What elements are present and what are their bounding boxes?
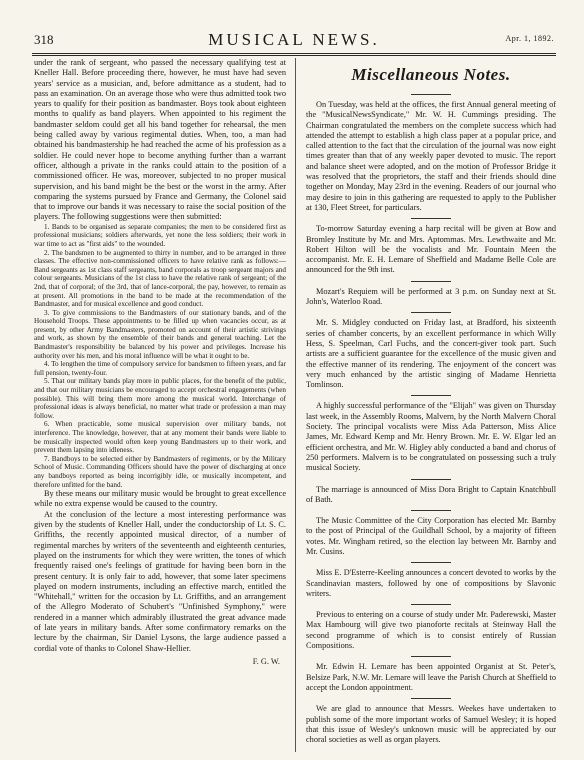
note-wesley: We are glad to announce that Messrs. Weekes have undertaken to publish some of the more important works of Samuel Wesley; it is hoped that this issue of Wesley's unknown music will be appreciated by our choral societies as well as organ players. <box>306 704 556 745</box>
header-rule <box>32 53 556 54</box>
right-column <box>306 58 556 745</box>
note-separator <box>411 698 451 699</box>
suggestion-4: 4. To lengthen the time of compulsory service for bandsmen to fifteen years, and far full pension, twenty-four. <box>34 360 286 377</box>
page-number: 318 <box>34 32 54 47</box>
note-separator <box>411 218 451 219</box>
note-separator <box>411 479 451 480</box>
column-divider <box>295 58 296 752</box>
issue-date: Apr. 1, 1892. <box>505 34 554 43</box>
suggestion-6: 6. When practicable, some musical supervision over military bands, not interference. The knowledge, however, that at any moment their bands were liable to be musically inspected would often keep young Bandmasters up to their work, and prevent them lapsing into idleness. <box>34 420 286 455</box>
header-rule-thin <box>32 55 556 56</box>
note-hambourg: Previous to entering on a course of study under Mr. Paderewski, Master Max Hambourg will give two pianoforte recitals at Steinway Hall the second programme of which is to consist entirely of Russian Compositions. <box>306 610 556 651</box>
note-lemare: Mr. Edwin H. Lemare has been appointed Organist at St. Peter's, Belsize Park, N.W. Mr. Lemare will leave the Parish Church at Sheffield to accept the London appointment. <box>306 662 556 692</box>
suggestion-5: 5. That our military bands play more in public places, for the benefit of the public, and that our military musicians be encouraged to accept orchestral engagements (when possible). This will bring them more among the musical world. Interchange of professional ideas is always beneficial, no matter what trade or profession a man may follow. <box>34 377 286 420</box>
note-separator <box>411 604 451 605</box>
author-signature: F. G. W. <box>252 656 280 666</box>
note-annual-meeting: On Tuesday, was held at the offices, the first Annual general meeting of the "MusicalNewsSyndicate," Mr. W. H. Cummings presiding. The Chairman congratulated the members on the complete success which had attended the attempt to establish a high class paper at a popular price, and called attention to the fact that the circulation of the journal was now eight times greater than that of any weekly paper devoted to music. The report and balance sheet were adopted, and on the motion of Professor Bridge it was resolved that the proprietors, the staff and their friends should dine together on Monday, May 23rd in the evening. Readers of our journal who may desire to join in this gathering are requested to apply to the Publisher at 130, Fleet Street, for particulars. <box>306 100 556 212</box>
left-column <box>34 58 286 667</box>
note-separator <box>411 395 451 396</box>
note-guildhall: The Music Committee of the City Corporation has elected Mr. Barnby to the post of Principal of the Guildhall School, by a majority of fifteen votes. Mr. Wingham retired, so the election lay between Mr. Barnby and Mr. Cusins. <box>306 516 556 556</box>
suggestion-2: 2. The bandsmen to be augmented to thirty in number, and to be arranged in three classes. The effective non-commissioned officers to have relative rank as follows:—Band sergeants as 1st class staff sergeants, band corporals as troop sergeant majors and colour sergeants. Musicians of the 1st class to have the relative rank of sergeant; of the 2nd, that of corporal; of the 3rd, that of lance-corporal, the pay, however, to remain as at present. All promotions in the band to be made at the recommendation of the Bandmaster, and for musical excellence and good conduct. <box>34 248 286 309</box>
lecture-text: under the rank of sergeant, who passed the necessary qualifying test at Kneller Hall. Before proceeding there, however, he must have had seven years' service as a musician, and, before admittance as a student, had to pass an examination. On an average those who were thus admitted took two years to qualify for their position as bandmaster. Boys took about eighteen months to qualify as band players. When appointed to his regiment the bandmaster seldom could get all his band together for rehearsal, the men being called away by various regimental duties. When, too, a man had obtained his bandmastership he had reached the acme of his profession as a soldier. He could never hope to become anything further than a warrant officer, although a private in the ranks could attain to the position of a commissioned officer. He was, moreover, subjected to no proper musical supervision, and his band might be the best or the worst in the army. After comparing the systems pursued by France and Germany, the Colonel said that to improve our bands it was necessary to raise the social position of the players. The following suggestions were then submitted: <box>34 58 286 222</box>
note-separator <box>411 281 451 282</box>
section-title: Miscellaneous Notes. <box>351 65 511 84</box>
closing-paragraph-2: At the conclusion of the lecture a most interesting performance was given by the students of Kneller Hall, under the conductorship of Lt. S. C. Griffiths, the recently appointed musical director, of a number of regimental marches by writers of the seventeenth and eighteenth centuries, played on the instruments for which they were written, the tones of which frequently raised one's feelings of gratitude for having been born in the present century. It is only fair to add, however, that some later specimens played on modern instruments, including an effective march, entitled the "Whitehall," written for the occasion by Lt. Griffiths, and an arrangement of the Allegro Moderato of Schubert's "Unfinished Symphony," were rendered in a manner which admirably illustrated the great advance made of late years in military bands. After some confirmatory remarks on the lecture by the chairman, Sir Daniel Lysons, the large audience passed a cordial vote of thanks to Colonel Shaw-Hellier. <box>34 509 286 653</box>
page-header <box>34 30 554 52</box>
suggestion-3: 3. To give commissions to the Bandmasters of our stationary bands, and of the Household Troops. These appointments to be filled up when vacancies occur, as at present, by other Army Bandmasters, promoted on account of their artistic strivings and work, as shown by the ensemble of their bands and general teaching. Let the Bandmaster's responsibility be balanced by his power and privileges. Increase his authority over his men, and his moral influence will be what it ought to be. <box>34 308 286 360</box>
note-separator <box>411 312 451 313</box>
note-harp-recital: To-morrow Saturday evening a harp recital will be given at Bow and Bromley Institute by Mr. and Mrs. Aptommas. Mrs. Lewthwaite and Mr. Robert Hilton will be the vocalists and Mr. Fountain Meen the accompanist. Mr. E. H. Lemare of Sheffield and Madame Belle Cole are announced for the 9th inst. <box>306 224 556 275</box>
note-midgley: Mr. S. Midgley conducted on Friday last, at Bradford, his sixteenth series of chamber concerts, by an excellent performance in which Willy Hess, S. Speelman, Carl Fuchs, and the concert-giver took part. Such artists are a sufficient guarantee for the excellence of the music given and the effective manner of its rendering. The enjoyment of the concert was very much enhanced by the artistic singing of Madame Henrietta Tomlinson. <box>306 318 556 390</box>
suggestion-7: 7. Bandboys to be selected either by Bandmasters of regiments, or by the Military School of Music. Commanding Officers should have the power of discharging at once any bandboys reported as being incorrigibly idle, or musically incompetent, and therefore unfitted for the band. <box>34 454 286 489</box>
closing-paragraph-1: By these means our military music would be brought to great excellence while no extra expense would be caused to the country. <box>34 489 286 509</box>
note-separator <box>411 656 451 657</box>
note-marriage: The marriage is announced of Miss Dora Bright to Captain Knatchbull of Bath. <box>306 484 556 504</box>
suggestions-list <box>34 223 286 489</box>
note-separator <box>411 562 451 563</box>
note-keeling: Miss E. D'Esterre-Keeling announces a concert devoted to works by the Scandinavian masters, followed by one of compositions by Slavonic writers. <box>306 568 556 598</box>
note-separator <box>411 510 451 511</box>
title-separator <box>411 94 451 95</box>
masthead-title: MUSICAL NEWS. <box>208 30 380 49</box>
note-requiem: Mozart's Requiem will be performed at 3 p.m. on Sunday next at St. John's, Waterloo Road. <box>306 286 556 307</box>
suggestion-1: 1. Bands to be organised as separate companies; the men to be considered first as professional musicians; soldiers afterwards, yet none the less soldiers; their work in war time to act as "first aids" to the wounded. <box>34 222 286 248</box>
note-elijah: A highly successful performance of the "Elijah" was given on Thursday last week, in the Assembly Rooms, Malvern, by the North Malvern Choral Society. The principal vocalists were Miss Ada Patterson, Miss Alice James, Mr. Edward Kemp and Mr. Henry Brown. Mr. E. W. Elgar led an efficient orchestra, and Mr. W. Higley ably conducted a band and chorus of 250 performers. Malvern is to be congratulated on possessing such a truly musical Society. <box>306 401 556 473</box>
